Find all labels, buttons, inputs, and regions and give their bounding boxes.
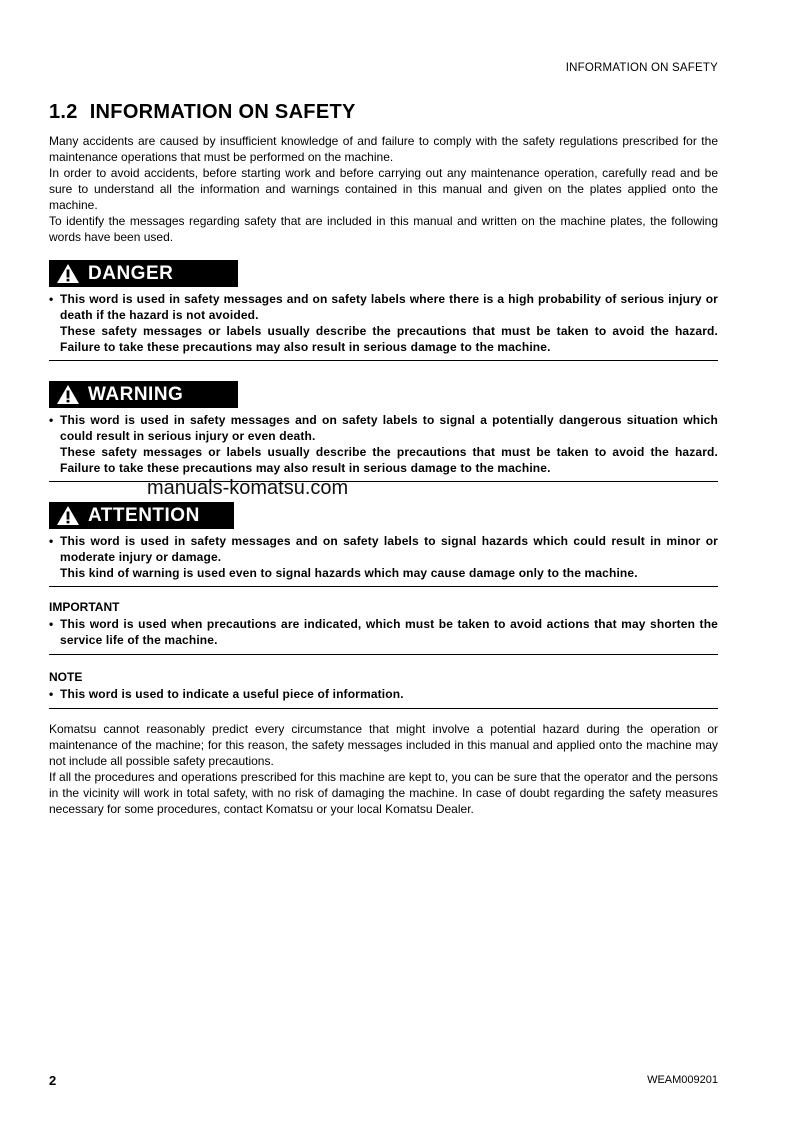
section-title — [49, 101, 356, 124]
warning-label-text: WARNING — [88, 383, 184, 405]
closing-paragraph-1: Komatsu cannot reasonably predict every circumstance that might involve a potential hazard during the operation or maintenance of the machine; for this reason, the safety messages included in this manual and applied onto the machine may not include all possible safety precautions. — [49, 722, 718, 768]
danger-text-1: This word is used in safety messages and on safety labels where there is a high probability of serious injury or death if the hazard is not avoided. — [60, 292, 718, 322]
warning-triangle-icon — [56, 505, 80, 526]
document-code: WEAM009201 — [647, 1074, 718, 1086]
bullet-dot: • — [49, 617, 54, 631]
note-text-1: This word is used to indicate a useful piece of information. — [60, 687, 404, 701]
warning-text-1: This word is used in safety messages and on safety labels to signal a potentially dangerous situation which could result in serious injury or even death. — [60, 413, 718, 443]
divider — [49, 654, 718, 655]
bullet-dot: • — [49, 413, 54, 427]
closing-paragraph-2: If all the procedures and operations prescribed for this machine are kept to, you can be sure that the operator and the persons in the vicinity will work in total safety, with no risk of damaging the machine. In case of doubt regarding the safety measures necessary for some procedures, contact Komatsu or your local Komatsu Dealer. — [49, 770, 718, 816]
warning-text-2: These safety messages or labels usually describe the precautions that must be taken to avoid the hazard. Failure to take these precautions may also result in serious damage to the machine. — [60, 445, 718, 475]
danger-label-text: DANGER — [88, 262, 174, 284]
intro-paragraph-3: To identify the messages regarding safety that are included in this manual and written on the machine plates, the following words have been used. — [49, 214, 718, 244]
warning-triangle-icon — [56, 263, 80, 284]
danger-block — [49, 260, 718, 361]
running-header: INFORMATION ON SAFETY — [565, 62, 718, 74]
intro-paragraph-1: Many accidents are caused by insufficient knowledge of and failure to comply with the safety regulations prescribed for the maintenance operations that must be performed on the machine. — [49, 134, 718, 164]
divider — [49, 360, 718, 361]
attention-text-2: This kind of warning is used even to signal hazards which may cause damage only to the machine. — [60, 566, 638, 580]
page-number: 2 — [49, 1073, 57, 1088]
important-text-1: This word is used when precautions are indicated, which must be taken to avoid actions that may shorten the service life of the machine. — [60, 617, 718, 647]
divider — [49, 708, 718, 709]
important-bullet — [49, 616, 718, 648]
note-heading: NOTE — [49, 670, 83, 684]
closing-block — [49, 721, 718, 817]
note-bullet — [49, 686, 718, 702]
warning-label — [49, 381, 238, 408]
intro-block — [49, 133, 718, 245]
intro-paragraph-2: In order to avoid accidents, before starting work and before carrying out any maintenance operation, carefully read and be sure to understand all the information and warnings contained in this manual and given on the plates applied onto the machine. — [49, 166, 718, 212]
note-block — [49, 669, 718, 709]
bullet-dot: • — [49, 687, 54, 701]
danger-text-2: These safety messages or labels usually describe the precautions that must be taken to avoid the hazard. Failure to take these precautions may also result in serious damage to the machine. — [60, 324, 718, 354]
bullet-dot: • — [49, 534, 54, 548]
section-number: 1.2 — [49, 101, 78, 123]
section-title-text: INFORMATION ON SAFETY — [89, 101, 356, 123]
warning-block — [49, 381, 718, 482]
important-block — [49, 599, 718, 655]
important-heading: IMPORTANT — [49, 600, 120, 614]
divider — [49, 586, 718, 587]
attention-label — [49, 502, 234, 529]
attention-text-1: This word is used in safety messages and on safety labels to signal hazards which could result in minor or moderate injury or damage. — [60, 534, 718, 564]
attention-block — [49, 502, 718, 587]
watermark-text: manuals-komatsu.com — [147, 477, 349, 499]
attention-label-text: ATTENTION — [88, 504, 200, 526]
bullet-dot: • — [49, 292, 54, 306]
danger-label — [49, 260, 238, 287]
attention-bullet — [49, 533, 718, 581]
warning-bullet — [49, 412, 718, 476]
danger-bullet — [49, 291, 718, 355]
warning-triangle-icon — [56, 384, 80, 405]
